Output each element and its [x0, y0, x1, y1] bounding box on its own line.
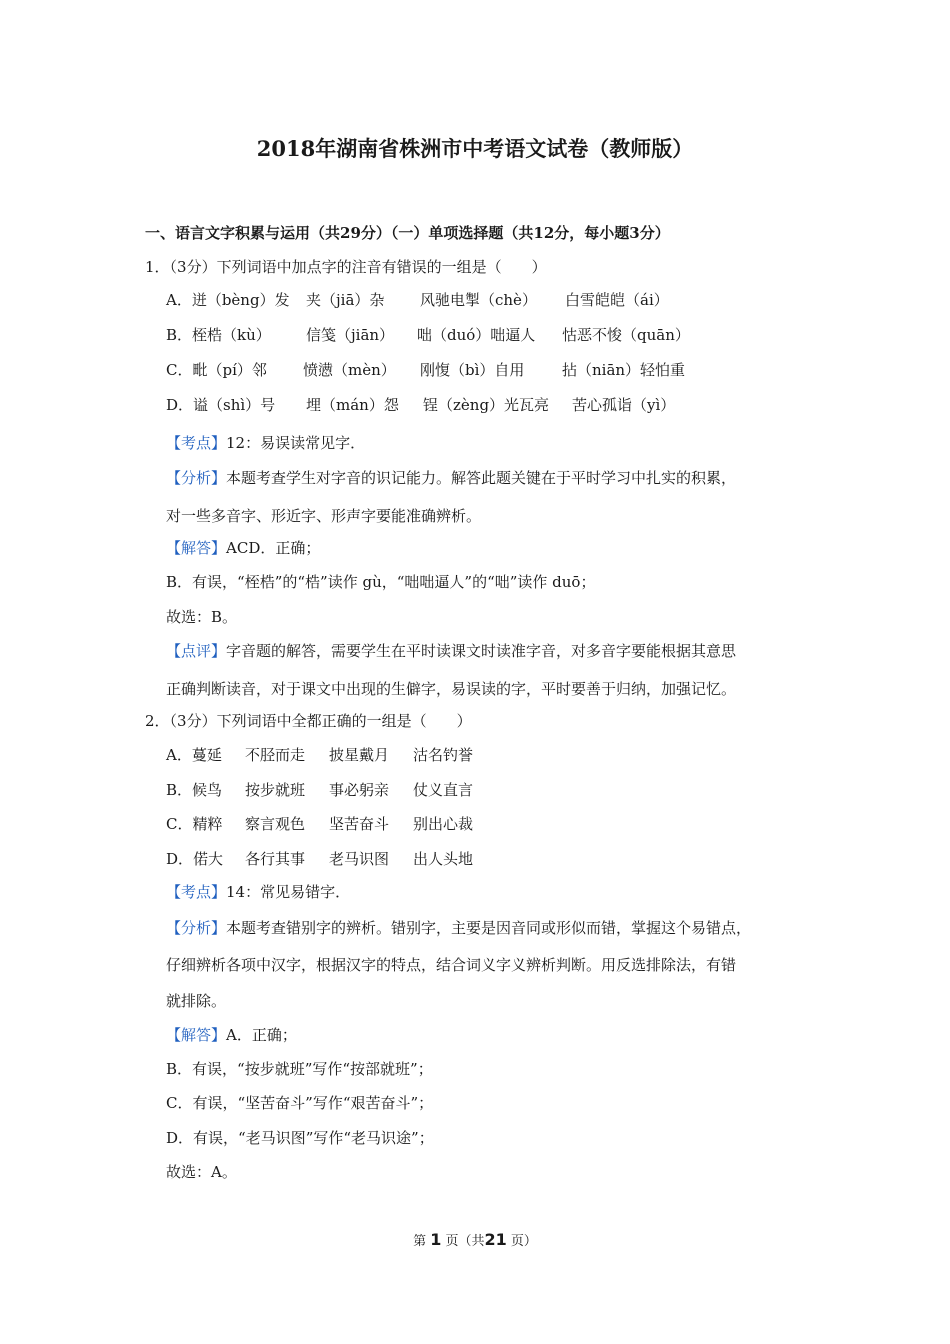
kaodian-tag: 【考点】	[166, 883, 227, 901]
q1-option-c-3: 刚愎（bì）自用	[420, 361, 525, 379]
fenxi-tag: 【分析】	[166, 469, 227, 487]
q1-kaodian	[166, 433, 365, 453]
q2-option-d-2: 各行其事	[245, 850, 306, 868]
q2-jieda-d: D．有误，“老马识图”写作“老马识途”；	[166, 1129, 434, 1147]
q2-option-b-4: 仗义直言	[413, 781, 474, 799]
total-pages: 21	[484, 1230, 507, 1249]
q2-answer: 故选：A。	[166, 1163, 237, 1181]
footer-suffix: 页）	[510, 1234, 537, 1249]
dianping-tag: 【点评】	[166, 642, 227, 660]
q2-option-d-3: 老马识图	[329, 850, 390, 868]
q1-option-a-3: 风驰电掣（chè）	[420, 291, 537, 309]
q1-option-d-1: D．谥（shì）号	[166, 396, 276, 414]
document-title: 2018年湖南省株洲市中考语文试卷（教师版）	[256, 136, 694, 161]
jieda-tag: 【解答】	[166, 539, 227, 557]
q1-jieda	[166, 538, 320, 558]
q1-option-c-1: C．毗（pí）邻	[166, 361, 267, 379]
fenxi-tag: 【分析】	[166, 919, 227, 937]
q2-option-a-1: A．蔓延	[166, 746, 222, 764]
q1-option-b-3: 咄（duó）咄逼人	[417, 326, 536, 344]
q1-option-a-1: A．迸（bèng）发	[166, 291, 290, 309]
q1-option-b-1: B．桎梏（kù）	[166, 326, 271, 344]
q2-stem: 2．（3分）下列词语中全都正确的一组是（ ）	[145, 712, 472, 730]
q1-option-d-2: 埋（mán）怨	[306, 396, 399, 414]
q2-jieda	[166, 1025, 297, 1045]
q1-option-d-4: 苦心孤诣（yì）	[572, 396, 676, 414]
q1-option-a-4: 白雪皑皑（ái）	[565, 291, 669, 309]
q1-dianping-cont: 正确判断读音，对于课文中出现的生僻字，易误读的字，平时要善于归纳，加强记忆。	[166, 680, 737, 698]
q2-jieda-c: C．有误，“坚苦奋斗”写作“艰苦奋斗”；	[166, 1094, 434, 1112]
kaodian-tag: 【考点】	[166, 434, 227, 452]
q1-jieda-b: B．有误，“桎梏”的“梏”读作 gù，“咄咄逼人”的“咄”读作 duō；	[166, 573, 596, 591]
q1-option-c-4: 拈（niān）轻怕重	[562, 361, 686, 379]
q1-option-a-2: 夹（jiā）杂	[306, 291, 385, 309]
q2-kaodian	[166, 882, 350, 902]
q1-option-b-2: 信笺（jiān）	[306, 326, 395, 344]
q2-option-c-3: 坚苦奋斗	[329, 815, 390, 833]
q2-option-c-4: 别出心裁	[413, 815, 474, 833]
q2-option-d-4: 出人头地	[413, 850, 474, 868]
page-number: 1	[430, 1230, 442, 1249]
q2-option-a-2: 不胫而走	[245, 746, 306, 764]
q1-answer: 故选：B。	[166, 608, 238, 626]
q2-option-a-4: 沽名钓誉	[413, 746, 474, 764]
q2-option-c-1: C．精粹	[166, 815, 223, 833]
fenxi-text-1: 本题考查学生对字音的识记能力。解答此题关键在于平时学习中扎实的积累，	[226, 469, 737, 487]
q2-fenxi-cont-2: 就排除。	[166, 992, 227, 1010]
q1-option-b-4: 怙恶不悛（quān）	[562, 326, 690, 344]
q2-option-b-2: 按步就班	[245, 781, 306, 799]
q2-fenxi	[166, 918, 751, 938]
q1-stem: 1．（3分）下列词语中加点字的注音有错误的一组是（ ）	[145, 258, 547, 276]
fenxi-text-1: 本题考查错别字的辨析。错别字，主要是因音同或形似而错，掌握这个易错点，	[226, 919, 752, 937]
q1-fenxi	[166, 468, 736, 488]
q1-fenxi-cont: 对一些多音字、形近字、形声字要能准确辨析。	[166, 507, 482, 525]
q1-option-d-3: 锃（zèng）光瓦亮	[423, 396, 550, 414]
q1-option-c-2: 愤懑（mèn）	[303, 361, 396, 379]
q2-option-b-3: 事必躬亲	[329, 781, 390, 799]
page-footer	[0, 1230, 950, 1249]
dianping-text-1: 字音题的解答，需要学生在平时读课文时读准字音，对多音字要能根据其意思	[226, 642, 737, 660]
kaodian-text: 12：易误读常见字．	[226, 434, 366, 452]
q2-option-d-1: D．偌大	[166, 850, 224, 868]
jieda-text-1: ACD．正确；	[226, 539, 321, 557]
footer-prefix: 第	[413, 1234, 427, 1249]
q2-option-b-1: B．候鸟	[166, 781, 223, 799]
q2-fenxi-cont-1: 仔细辨析各项中汉字，根据汉字的特点，结合词义字义辨析判断。用反选排除法，有错	[166, 956, 737, 974]
q2-option-a-3: 披星戴月	[329, 746, 390, 764]
jieda-tag: 【解答】	[166, 1026, 227, 1044]
section-heading: 一、语言文字积累与运用（共29分）（一）单项选择题（共12分，每小题3分）	[145, 224, 670, 242]
q2-option-c-2: 察言观色	[245, 815, 306, 833]
jieda-text-1: A．正确；	[226, 1026, 297, 1044]
kaodian-text: 14：常见易错字．	[226, 883, 351, 901]
footer-middle: 页（共	[445, 1234, 485, 1249]
q2-jieda-b: B．有误，“按步就班”写作“按部就班”；	[166, 1060, 433, 1078]
q1-dianping	[166, 641, 736, 661]
